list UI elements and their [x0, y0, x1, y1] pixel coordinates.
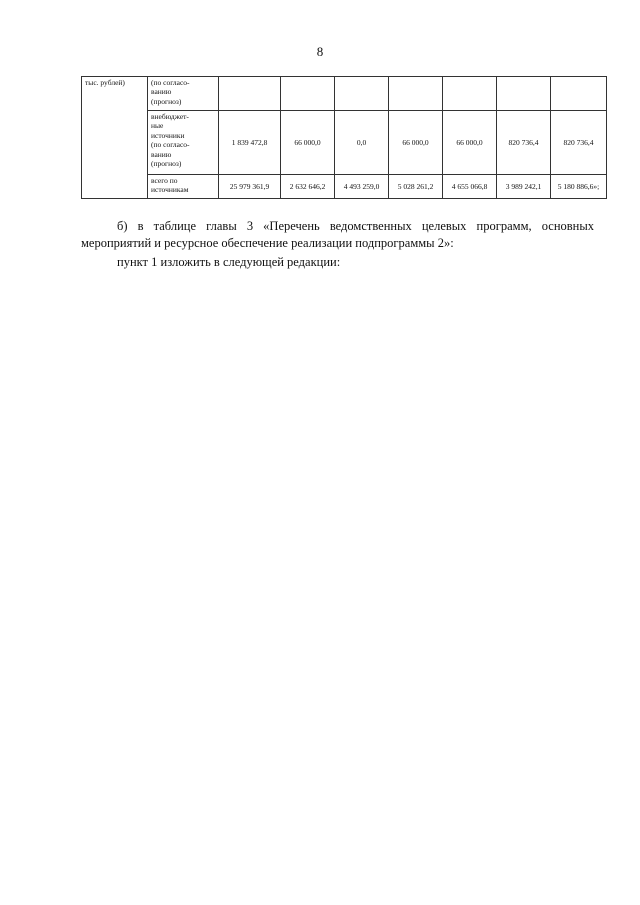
body-paragraph: пункт 1 изложить в следующей редакции:: [117, 255, 341, 269]
funding-table: [81, 76, 607, 199]
value-cell: 2 632 646,2: [281, 175, 335, 199]
source-cell: внебюджет- ные источники (по согласо- ванию (прогноз): [148, 111, 219, 175]
table-row: [82, 111, 607, 175]
table-row: [82, 175, 607, 199]
value-cell: 3 989 242,1: [497, 175, 551, 199]
value-cell: 4 655 066,8: [443, 175, 497, 199]
value-cell: 66 000,0: [443, 111, 497, 175]
value-cell: [281, 77, 335, 111]
value-cell: [551, 77, 607, 111]
value-cell: 0,0: [335, 111, 389, 175]
value-cell: 4 493 259,0: [335, 175, 389, 199]
value-cell: 820 736,4: [551, 111, 607, 175]
page-number: 8: [316, 44, 324, 59]
table-row: [82, 77, 607, 111]
value-cell: [219, 77, 281, 111]
body-paragraph: б) в таблице главы 3 «Перечень ведомственных целевых программ, основных мероприятий и ресурсное обеспечение реализации подпрограммы 2»:: [81, 219, 594, 250]
value-cell: 820 736,4: [497, 111, 551, 175]
value-cell: 1 839 472,8: [219, 111, 281, 175]
value-cell: [389, 77, 443, 111]
value-cell: 25 979 361,9: [219, 175, 281, 199]
unit-cell: тыс. рублей): [82, 77, 148, 199]
value-cell: [335, 77, 389, 111]
source-cell: всего по источникам: [148, 175, 219, 199]
value-cell: 5 180 886,6»;: [551, 175, 607, 199]
value-cell: 5 028 261,2: [389, 175, 443, 199]
source-cell: (по согласо- ванию (прогноз): [148, 77, 219, 111]
value-cell: 66 000,0: [281, 111, 335, 175]
value-cell: [497, 77, 551, 111]
value-cell: 66 000,0: [389, 111, 443, 175]
value-cell: [443, 77, 497, 111]
